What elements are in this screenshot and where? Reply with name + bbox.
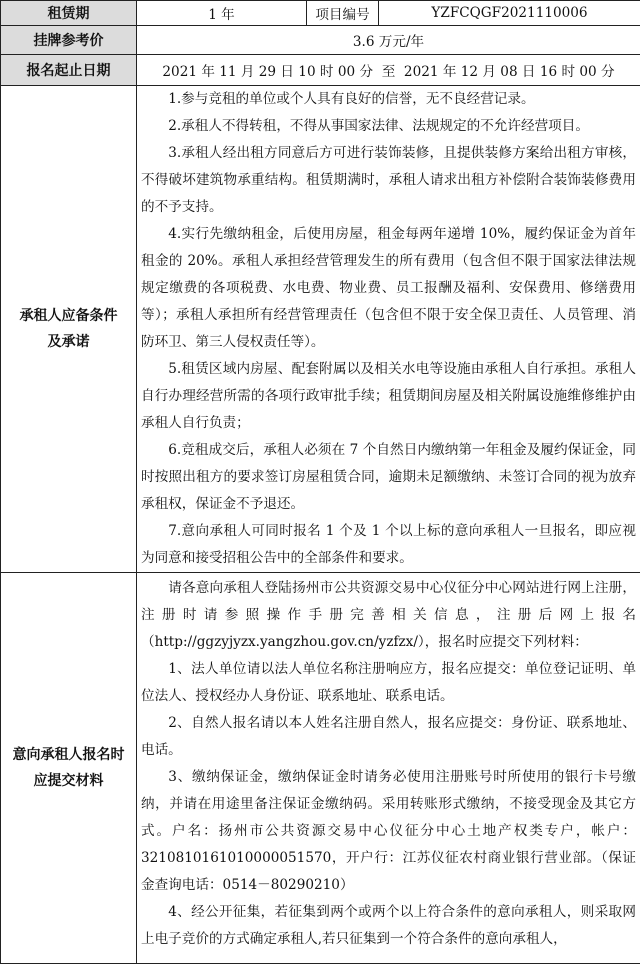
condition-item-5: 5.租赁区域内房屋、配套附属以及相关水电等设施由承租人自行承担。承租人自行办理经营所需的各项行政审批手续；租赁期间房屋及相关附属设施维修维护由承租人自行负责； <box>137 356 640 437</box>
materials-label-line1: 意向承租人报名时 <box>1 742 136 768</box>
condition-item-3: 3.承租人经出租方同意后方可进行装饰装修，且提供装修方案给出租方审核，不得破坏建筑物承重结构。租赁期满时，承租人请求出租方补偿附合装饰装修费用的不予支持。 <box>137 140 640 221</box>
conditions-label <box>1 86 137 573</box>
materials-label-line2: 应提交材料 <box>1 768 136 794</box>
registration-period-label: 报名起止日期 <box>1 55 137 86</box>
project-code-label: 项目编号 <box>307 1 379 26</box>
lease-term-label: 租赁期 <box>1 1 137 26</box>
lease-term-value: 1 年 <box>137 1 307 26</box>
project-code-value: YZFCQGF2021110006 <box>379 1 640 26</box>
registration-period-row <box>1 55 640 86</box>
lease-term-row <box>1 1 640 26</box>
condition-item-6: 6.竞租成交后，承租人必须在 7 个自然日内缴纳第一年租金及履约保证金，同时按照出租方的要求签订房屋租赁合同，逾期未足额缴纳、未签订合同的视为放弃承租权，保证金不予退还。 <box>137 437 640 518</box>
materials-label <box>1 573 137 964</box>
conditions-row <box>1 86 640 573</box>
material-item-2: 2、自然人报名请以本人姓名注册自然人，报名应提交：身份证、联系地址、电话。 <box>137 710 640 764</box>
material-item-1: 1、法人单位请以法人单位名称注册响应方，报名应提交：单位登记证明、单位法人、授权经办人身份证、联系地址、联系电话。 <box>137 656 640 710</box>
condition-item-1: 1.参与竞租的单位或个人具有良好的信誉，无不良经营记录。 <box>137 86 640 113</box>
material-item-4: 4、经公开征集，若征集到两个或两个以上符合条件的意向承租人，则采取网上电子竞价的方式确定承租人,若只征集到一个符合条件的意向承租人， <box>137 899 640 953</box>
material-item-intro: 请各意向承租人登陆扬州市公共资源交易中心仪征分中心网站进行网上注册，注册时请参照操作手册完善相关信息，注册后网上报名（http://ggzyjyzx.yangzhou.gov.cn/yzfzx/），报名时应提交下列材料： <box>137 575 640 656</box>
materials-content <box>137 573 640 964</box>
conditions-label-line1: 承租人应备条件 <box>1 303 136 329</box>
condition-item-4: 4.实行先缴纳租金，后使用房屋，租金每两年递增 10%，履约保证金为首年租金的 20%。承租人承担经营管理发生的所有费用（包含但不限于国家法律法规规定缴费的各项税费、水电费、物业费、员工报酬及福利、安保费用、修缮费用等）；承租人承担所有经营管理责任（包含但不限于安全保卫责任、人员管理、消防环卫、第三人侵权责任等）。 <box>137 221 640 356</box>
listing-price-value: 3.6 万元/年 <box>137 26 640 55</box>
materials-row <box>1 573 640 964</box>
condition-item-7: 7.意向承租人可同时报名 1 个及 1 个以上标的意向承租人一旦报名，即应视为同意和接受招租公告中的全部条件和要求。 <box>137 518 640 572</box>
conditions-content <box>137 86 640 573</box>
conditions-label-line2: 及承诺 <box>1 329 136 355</box>
condition-item-2: 2.承租人不得转租，不得从事国家法律、法规规定的不允许经营项目。 <box>137 113 640 140</box>
listing-price-label: 挂牌参考价 <box>1 26 137 55</box>
material-item-3: 3、缴纳保证金，缴纳保证金时请务必使用注册账号时所使用的银行卡号缴纳，并请在用途里备注保证金缴纳码。采用转账形式缴纳，不接受现金及其它方式。户名：扬州市公共资源交易中心仪征分中心土地产权类专户，帐户：3210810161010000051570，开户行：江苏仪征农村商业银行营业部。（保证金查询电话：0514－80290210） <box>137 764 640 899</box>
materials-text <box>137 573 640 963</box>
listing-price-row <box>1 26 640 55</box>
registration-period-value: 2021 年 11 月 29 日 10 时 00 分 至 2021 年 12 月 08 日 16 时 00 分 <box>137 55 640 86</box>
